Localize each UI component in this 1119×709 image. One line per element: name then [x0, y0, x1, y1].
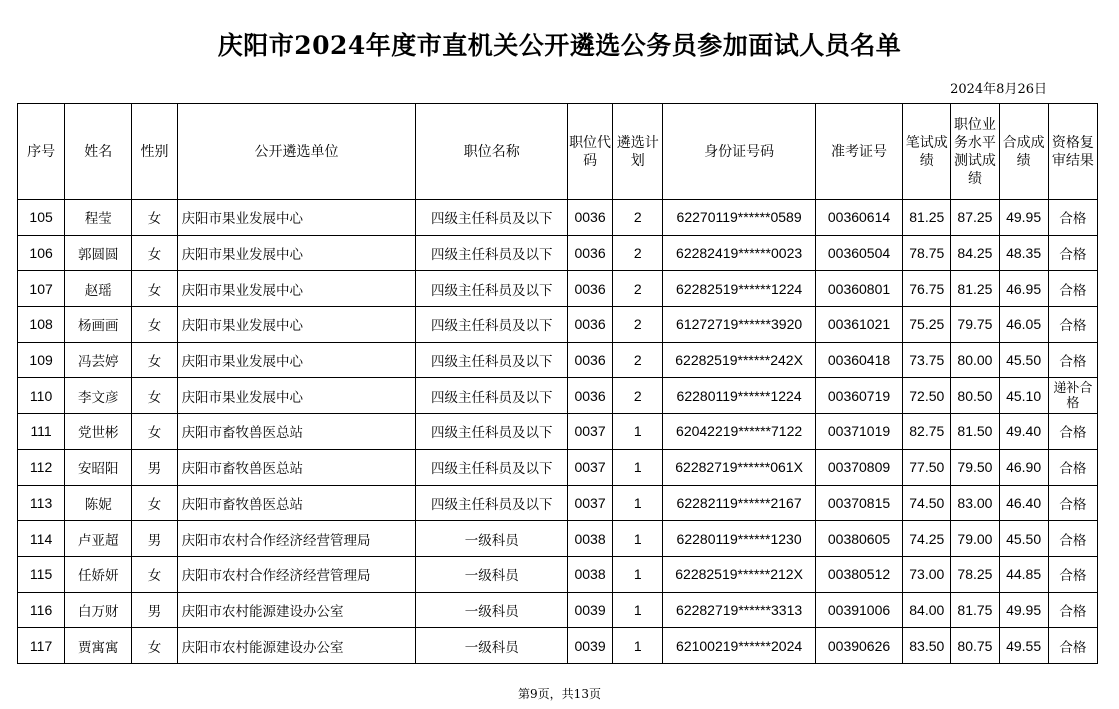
cell-ticket: 00360418	[815, 342, 902, 378]
page-footer: 第9页，共13页	[518, 687, 601, 701]
cell-written: 73.75	[903, 342, 951, 378]
cell-review: 合格	[1048, 592, 1097, 628]
cell-plan: 2	[613, 342, 663, 378]
cell-code: 0037	[567, 485, 612, 521]
cell-unit: 庆阳市农村能源建设办公室	[177, 628, 416, 664]
header-position: 职位名称	[416, 104, 568, 200]
cell-skill: 83.00	[951, 485, 999, 521]
cell-name: 任娇妍	[65, 556, 132, 592]
cell-review: 合格	[1048, 521, 1097, 557]
table-row	[18, 271, 1098, 307]
cell-id: 62282419******0023	[663, 235, 816, 271]
cell-skill: 81.75	[951, 592, 999, 628]
cell-skill: 84.25	[951, 235, 999, 271]
table-row	[18, 235, 1098, 271]
cell-gender: 女	[132, 556, 177, 592]
cell-seq: 115	[18, 556, 65, 592]
cell-total: 49.95	[999, 592, 1048, 628]
cell-plan: 1	[613, 449, 663, 485]
cell-seq: 112	[18, 449, 65, 485]
header-name: 姓名	[65, 104, 132, 200]
cell-name: 党世彬	[65, 414, 132, 450]
cell-position: 四级主任科员及以下	[416, 271, 568, 307]
cell-unit: 庆阳市果业发展中心	[177, 271, 416, 307]
cell-written: 82.75	[903, 414, 951, 450]
cell-gender: 女	[132, 307, 177, 343]
cell-id: 62282719******3313	[663, 592, 816, 628]
cell-id: 62280119******1224	[663, 378, 816, 414]
cell-skill: 80.75	[951, 628, 999, 664]
header-seq: 序号	[18, 104, 65, 200]
header-plan: 遴选计划	[613, 104, 663, 200]
cell-gender: 女	[132, 342, 177, 378]
cell-review: 合格	[1048, 342, 1097, 378]
header-written: 笔试成绩	[903, 104, 951, 200]
cell-total: 45.50	[999, 521, 1048, 557]
cell-gender: 女	[132, 378, 177, 414]
cell-written: 81.25	[903, 200, 951, 236]
header-ticket: 准考证号	[815, 104, 902, 200]
cell-unit: 庆阳市畜牧兽医总站	[177, 449, 416, 485]
cell-plan: 2	[613, 235, 663, 271]
cell-seq: 110	[18, 378, 65, 414]
cell-name: 赵瑶	[65, 271, 132, 307]
cell-position: 四级主任科员及以下	[416, 200, 568, 236]
cell-written: 75.25	[903, 307, 951, 343]
cell-unit: 庆阳市农村合作经济经营管理局	[177, 556, 416, 592]
cell-code: 0039	[567, 628, 612, 664]
cell-ticket: 00370815	[815, 485, 902, 521]
cell-written: 78.75	[903, 235, 951, 271]
cell-plan: 1	[613, 485, 663, 521]
cell-gender: 男	[132, 521, 177, 557]
cell-id: 62282519******212X	[663, 556, 816, 592]
cell-written: 74.50	[903, 485, 951, 521]
cell-position: 一级科员	[416, 521, 568, 557]
cell-unit: 庆阳市农村能源建设办公室	[177, 592, 416, 628]
cell-written: 73.00	[903, 556, 951, 592]
cell-position: 四级主任科员及以下	[416, 342, 568, 378]
cell-written: 74.25	[903, 521, 951, 557]
cell-code: 0036	[567, 307, 612, 343]
page-title: 庆阳市2024年度市直机关公开遴选公务员参加面试人员名单	[217, 31, 902, 60]
cell-review: 递补合格	[1048, 378, 1097, 414]
table-row	[18, 378, 1098, 414]
table-row	[18, 485, 1098, 521]
table-row	[18, 414, 1098, 450]
cell-code: 0036	[567, 235, 612, 271]
cell-skill: 81.50	[951, 414, 999, 450]
table-row	[18, 307, 1098, 343]
cell-name: 陈妮	[65, 485, 132, 521]
cell-seq: 105	[18, 200, 65, 236]
table-row	[18, 449, 1098, 485]
cell-name: 李文彦	[65, 378, 132, 414]
cell-skill: 79.50	[951, 449, 999, 485]
cell-total: 49.40	[999, 414, 1048, 450]
cell-id: 62282719******061X	[663, 449, 816, 485]
cell-written: 83.50	[903, 628, 951, 664]
cell-id: 62282119******2167	[663, 485, 816, 521]
cell-total: 44.85	[999, 556, 1048, 592]
cell-total: 46.40	[999, 485, 1048, 521]
cell-unit: 庆阳市果业发展中心	[177, 235, 416, 271]
cell-gender: 女	[132, 235, 177, 271]
cell-ticket: 00391006	[815, 592, 902, 628]
cell-review: 合格	[1048, 556, 1097, 592]
cell-seq: 111	[18, 414, 65, 450]
cell-skill: 79.00	[951, 521, 999, 557]
header-code: 职位代码	[567, 104, 612, 200]
cell-written: 72.50	[903, 378, 951, 414]
cell-total: 49.95	[999, 200, 1048, 236]
cell-position: 四级主任科员及以下	[416, 307, 568, 343]
cell-name: 贾寓寓	[65, 628, 132, 664]
cell-unit: 庆阳市果业发展中心	[177, 342, 416, 378]
cell-name: 程莹	[65, 200, 132, 236]
header-total: 合成成绩	[999, 104, 1048, 200]
table-body	[18, 200, 1098, 664]
cell-written: 76.75	[903, 271, 951, 307]
header-unit: 公开遴选单位	[177, 104, 416, 200]
cell-skill: 81.25	[951, 271, 999, 307]
cell-code: 0037	[567, 449, 612, 485]
cell-seq: 114	[18, 521, 65, 557]
cell-seq: 107	[18, 271, 65, 307]
table-header-row	[18, 104, 1098, 200]
cell-gender: 女	[132, 200, 177, 236]
cell-seq: 108	[18, 307, 65, 343]
cell-code: 0039	[567, 592, 612, 628]
cell-unit: 庆阳市果业发展中心	[177, 200, 416, 236]
cell-skill: 80.50	[951, 378, 999, 414]
cell-unit: 庆阳市果业发展中心	[177, 378, 416, 414]
cell-skill: 87.25	[951, 200, 999, 236]
cell-code: 0038	[567, 521, 612, 557]
cell-review: 合格	[1048, 200, 1097, 236]
cell-ticket: 00380605	[815, 521, 902, 557]
cell-seq: 113	[18, 485, 65, 521]
cell-total: 46.90	[999, 449, 1048, 485]
table-row	[18, 592, 1098, 628]
cell-gender: 女	[132, 485, 177, 521]
cell-review: 合格	[1048, 271, 1097, 307]
cell-unit: 庆阳市果业发展中心	[177, 307, 416, 343]
table-row	[18, 342, 1098, 378]
cell-code: 0037	[567, 414, 612, 450]
cell-review: 合格	[1048, 485, 1097, 521]
cell-review: 合格	[1048, 449, 1097, 485]
table-row	[18, 628, 1098, 664]
cell-seq: 109	[18, 342, 65, 378]
cell-total: 46.95	[999, 271, 1048, 307]
cell-plan: 1	[613, 628, 663, 664]
cell-written: 84.00	[903, 592, 951, 628]
cell-seq: 117	[18, 628, 65, 664]
cell-total: 45.50	[999, 342, 1048, 378]
cell-plan: 1	[613, 592, 663, 628]
cell-ticket: 00360504	[815, 235, 902, 271]
cell-code: 0036	[567, 200, 612, 236]
cell-id: 61272719******3920	[663, 307, 816, 343]
cell-seq: 116	[18, 592, 65, 628]
cell-review: 合格	[1048, 235, 1097, 271]
header-gender: 性别	[132, 104, 177, 200]
cell-total: 45.10	[999, 378, 1048, 414]
cell-total: 49.55	[999, 628, 1048, 664]
cell-position: 四级主任科员及以下	[416, 235, 568, 271]
cell-name: 安昭阳	[65, 449, 132, 485]
cell-name: 卢亚超	[65, 521, 132, 557]
cell-position: 四级主任科员及以下	[416, 378, 568, 414]
cell-skill: 80.00	[951, 342, 999, 378]
cell-name: 郭圆圆	[65, 235, 132, 271]
cell-unit: 庆阳市畜牧兽医总站	[177, 414, 416, 450]
cell-id: 62042219******7122	[663, 414, 816, 450]
cell-ticket: 00360801	[815, 271, 902, 307]
cell-skill: 78.25	[951, 556, 999, 592]
cell-plan: 2	[613, 271, 663, 307]
cell-gender: 女	[132, 414, 177, 450]
cell-plan: 1	[613, 521, 663, 557]
cell-id: 62282519******242X	[663, 342, 816, 378]
cell-review: 合格	[1048, 307, 1097, 343]
header-review: 资格复审结果	[1048, 104, 1097, 200]
cell-plan: 2	[613, 307, 663, 343]
table-row	[18, 521, 1098, 557]
cell-unit: 庆阳市农村合作经济经营管理局	[177, 521, 416, 557]
cell-ticket: 00370809	[815, 449, 902, 485]
cell-name: 白万财	[65, 592, 132, 628]
table-row	[18, 200, 1098, 236]
cell-position: 一级科员	[416, 556, 568, 592]
cell-skill: 79.75	[951, 307, 999, 343]
cell-ticket: 00360614	[815, 200, 902, 236]
header-id: 身份证号码	[663, 104, 816, 200]
cell-ticket: 00380512	[815, 556, 902, 592]
cell-gender: 男	[132, 449, 177, 485]
table-row	[18, 556, 1098, 592]
cell-name: 冯芸婷	[65, 342, 132, 378]
cell-id: 62100219******2024	[663, 628, 816, 664]
cell-ticket: 00390626	[815, 628, 902, 664]
cell-code: 0036	[567, 342, 612, 378]
cell-id: 62270119******0589	[663, 200, 816, 236]
cell-code: 0036	[567, 378, 612, 414]
cell-ticket: 00360719	[815, 378, 902, 414]
cell-gender: 女	[132, 271, 177, 307]
cell-total: 48.35	[999, 235, 1048, 271]
cell-position: 一级科员	[416, 592, 568, 628]
cell-gender: 女	[132, 628, 177, 664]
cell-position: 一级科员	[416, 628, 568, 664]
document-date: 2024年8月26日	[950, 82, 1047, 97]
cell-id: 62282519******1224	[663, 271, 816, 307]
cell-plan: 1	[613, 556, 663, 592]
cell-ticket: 00361021	[815, 307, 902, 343]
cell-id: 62280119******1230	[663, 521, 816, 557]
cell-position: 四级主任科员及以下	[416, 414, 568, 450]
cell-unit: 庆阳市畜牧兽医总站	[177, 485, 416, 521]
cell-seq: 106	[18, 235, 65, 271]
cell-position: 四级主任科员及以下	[416, 449, 568, 485]
cell-plan: 2	[613, 378, 663, 414]
cell-plan: 1	[613, 414, 663, 450]
cell-ticket: 00371019	[815, 414, 902, 450]
header-skill: 职位业务水平测试成绩	[951, 104, 999, 200]
cell-plan: 2	[613, 200, 663, 236]
cell-total: 46.05	[999, 307, 1048, 343]
cell-code: 0036	[567, 271, 612, 307]
cell-review: 合格	[1048, 414, 1097, 450]
cell-gender: 男	[132, 592, 177, 628]
candidate-table	[17, 103, 1098, 664]
cell-name: 杨画画	[65, 307, 132, 343]
cell-written: 77.50	[903, 449, 951, 485]
cell-position: 四级主任科员及以下	[416, 485, 568, 521]
cell-review: 合格	[1048, 628, 1097, 664]
cell-code: 0038	[567, 556, 612, 592]
